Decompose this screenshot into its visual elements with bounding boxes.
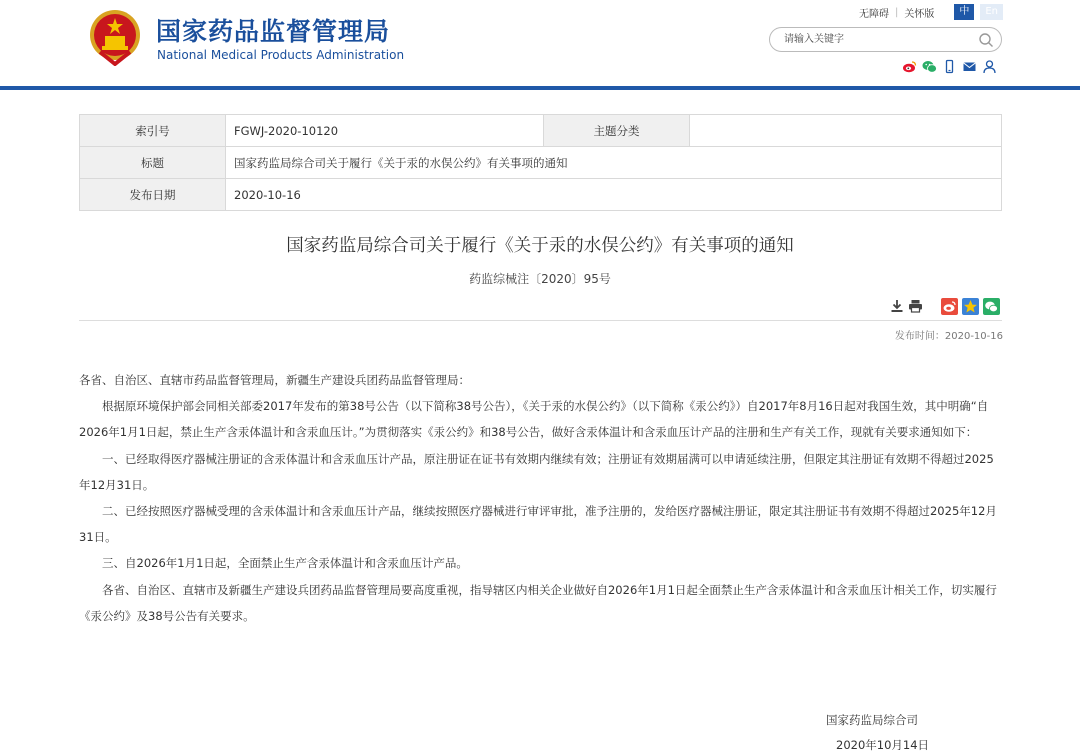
search-input[interactable]: [784, 31, 974, 48]
search-box: [769, 27, 1002, 52]
meta-row: [80, 147, 1002, 179]
wechat-share-icon[interactable]: [983, 298, 1000, 315]
weibo-icon[interactable]: [902, 59, 917, 74]
site-name-cn[interactable]: 国家药品监督管理局: [156, 17, 391, 46]
title-value: 国家药监局综合司关于履行《关于汞的水俣公约》有关事项的通知: [226, 147, 1002, 179]
accessibility-link[interactable]: 无障碍: [858, 8, 889, 20]
article-paragraph: 二、已经按照医疗器械受理的含汞体温计和含汞血压计产品，继续按照医疗器械进行审评审批，准予注册的，发给医疗器械注册证，限定其注册证书有效期不得超过2025年12月31日。: [79, 504, 997, 545]
category-value: [690, 115, 1002, 147]
separator: |: [894, 6, 899, 18]
wechat-icon[interactable]: [922, 59, 937, 74]
date-label: 发布日期: [80, 179, 226, 211]
document-meta-table: [79, 114, 1002, 211]
user-icon[interactable]: [982, 59, 997, 74]
social-links: [902, 58, 997, 74]
divider: [79, 320, 1002, 321]
meta-row: [80, 115, 1002, 147]
lang-en-button[interactable]: En: [980, 4, 1003, 20]
search-icon[interactable]: [978, 32, 994, 48]
signature-organization: 国家药监局综合司: [826, 713, 918, 727]
site-name-en[interactable]: National Medical Products Administration: [157, 48, 405, 62]
top-links: [859, 4, 1003, 20]
weibo-share-icon[interactable]: [941, 298, 958, 315]
article-paragraph: 根据原环境保护部会同相关部委2017年发布的第38号公告（以下简称38号公告），《关于汞的水俣公约》（以下简称《汞公约》）自2017年8月16日起对我国生效，其中明确“自2026年1月1日起，禁止生产含汞体温计和含汞血压计。”为贯彻落实《汞公约》和38号公告，做好含汞体温计和含汞血压计产品的注册和生产有关工作，现就有关要求通知如下：: [79, 399, 989, 440]
category-label: 主题分类: [544, 115, 690, 147]
article-tools: [890, 297, 1000, 315]
article-paragraph: 一、已经取得医疗器械注册证的含汞体温计和含汞血压计产品，原注册证在证书有效期内继续有效；注册证有效期届满可以申请延续注册，但限定其注册证有效期不得超过2025年12月31日。: [79, 451, 994, 492]
header-divider: [0, 86, 1080, 90]
article-paragraph: 各省、自治区、直辖市及新疆生产建设兵团药品监督管理局要高度重视，指导辖区内相关企业做好自2026年1月1日起全面禁止生产含汞体温计和含汞血压计相关工作，切实履行《汞公约》及38号公告有关要求。: [79, 582, 997, 623]
lang-cn-button[interactable]: 中: [954, 4, 974, 20]
title-label: 标题: [80, 147, 226, 179]
care-mode-link[interactable]: 关怀版: [904, 8, 935, 20]
mail-icon[interactable]: [962, 59, 977, 74]
article-paragraph: 三、自2026年1月1日起，全面禁止生产含汞体温计和含汞血压计产品。: [102, 556, 468, 571]
document-number: 药监综械注〔2020〕95号: [469, 272, 611, 286]
index-label: 索引号: [80, 115, 226, 147]
meta-row: [80, 179, 1002, 211]
download-icon[interactable]: [890, 299, 904, 313]
site-header: [0, 0, 1080, 90]
article-body: [79, 367, 1003, 629]
date-value: 2020-10-16: [226, 179, 1002, 211]
publish-time: 发布时间：2020-10-16: [894, 331, 1003, 342]
signature-date: 2020年10月14日: [836, 738, 930, 752]
qzone-share-icon[interactable]: [962, 298, 979, 315]
article-greeting: 各省、自治区、直辖市药品监督管理局，新疆生产建设兵团药品监督管理局：: [79, 373, 470, 387]
national-emblem-logo[interactable]: [88, 8, 142, 66]
mobile-icon[interactable]: [942, 59, 957, 74]
print-icon[interactable]: [908, 299, 923, 313]
index-value: FGWJ-2020-10120: [226, 115, 544, 147]
article-title: 国家药监局综合司关于履行《关于汞的水俣公约》有关事项的通知: [286, 236, 794, 256]
